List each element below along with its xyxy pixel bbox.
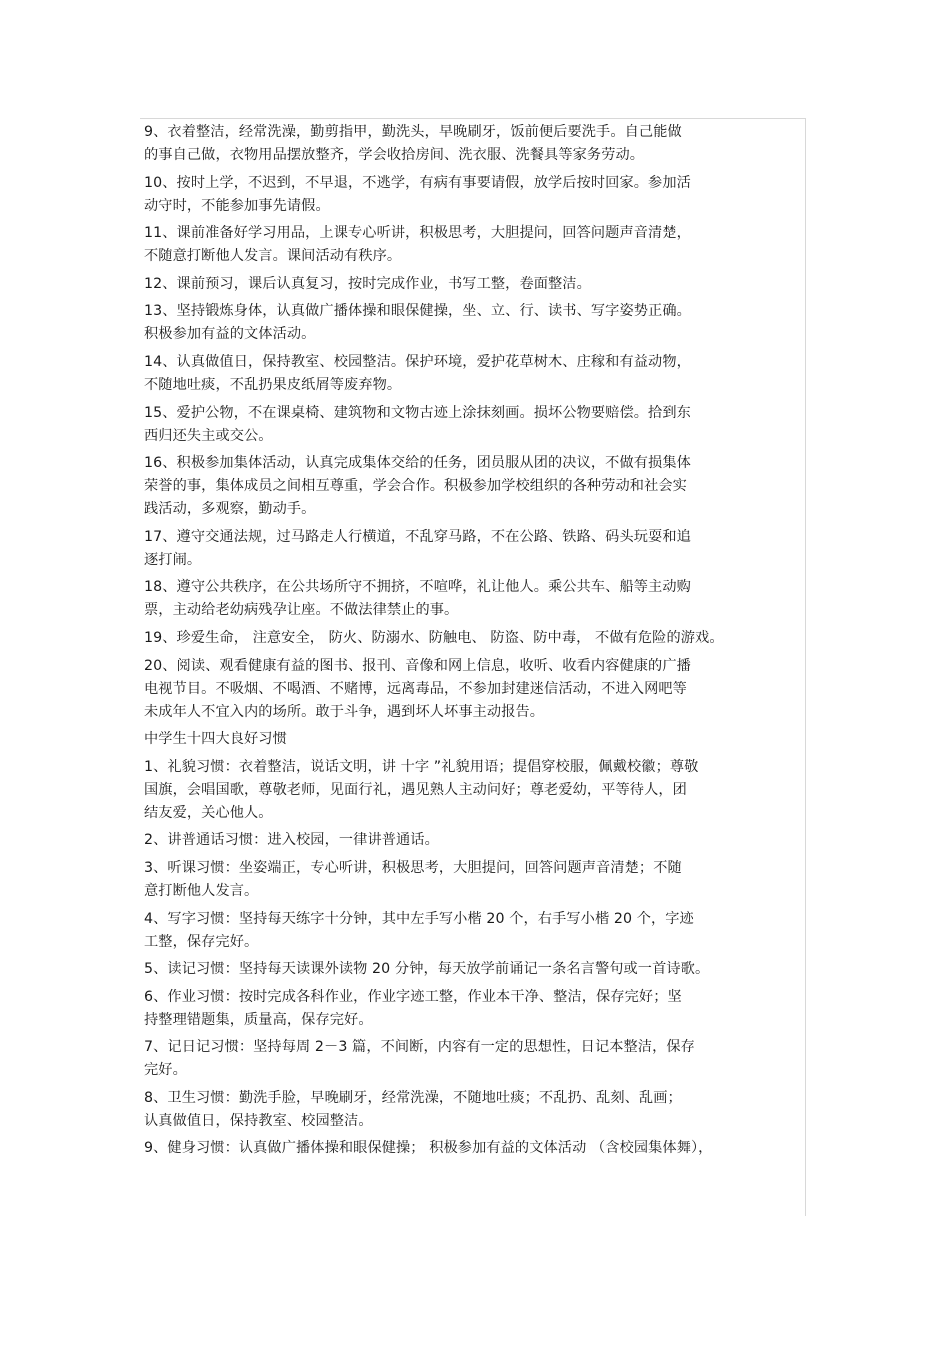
text-line: 9、衣着整洁，经常洗澡，勤剪指甲，勤洗头，早晚刷牙，饭前便后要洗手。自己能做 [144,124,682,140]
text-line: 14、认真做值日，保持教室、校园整洁。保护环境，爱护花草树木、庄稼和有益动物， [144,353,691,370]
document-body [140,119,805,1160]
paragraph [144,986,805,1032]
text-line: 18、遵守公共秩序，在公共场所守不拥挤，不喧哗，礼让他人。乘公共车、船等主动购 [144,579,691,596]
text-line: 15、爱护公物，不在课桌椅、建筑物和文物古迹上涂抹刻画。损坏公物要赔偿。拾到东 [144,404,691,421]
paragraph [144,402,805,448]
paragraph [144,273,805,296]
text-line: 中学生十四大良好习惯 [144,731,287,748]
text-line: 结友爱，关心他人。 [144,804,273,821]
text-line: 4、写字习惯：坚持每天练字十分钟，其中左手写小楷 20 个，右手写小楷 20 个，字迹 [144,910,694,927]
text-line: 17、遵守交通法规，过马路走人行横道，不乱穿马路，不在公路、铁路、码头玩耍和追 [144,528,691,545]
text-line: 6、作业习惯：按时完成各科作业，作业字迹工整，作业本干净、整洁，保存完好；坚 [144,988,682,1005]
paragraph [144,121,805,167]
text-line: 电视节目。不吸烟、不喝酒、不赌博，远离毒品，不参加封建迷信活动，不进入网吧等 [144,680,687,697]
paragraph [144,526,805,572]
text-line: 国旗，会唱国歌，尊敬老师，见面行礼，遇见熟人主动问好；尊老爱幼，平等待人，团 [144,781,687,798]
text-line: 8、卫生习惯：勤洗手脸，早晚刷牙，经常洗澡，不随地吐痰；不乱扔、乱刻、乱画； [144,1089,682,1106]
text-line: 3、听课习惯：坐姿端正，专心听讲，积极思考，大胆提问，回答问题声音清楚；不随 [144,859,682,876]
text-line: 11、课前准备好学习用品，上课专心听讲，积极思考，大胆提问，回答问题声音清楚， [144,225,691,242]
text-line: 的事自己做，衣物用品摆放整齐，学会收拾房间、洗衣服、洗餐具等家务劳动。 [144,147,645,163]
text-line: 持整理错题集，质量高，保存完好。 [144,1011,373,1028]
text-line: 20、阅读、观看健康有益的图书、报刊、音像和网上信息，收听、收看内容健康的广播 [144,657,691,674]
text-line: 动守时，不能参加事先请假。 [144,197,330,214]
text-line: 西归还失主或交公。 [144,427,273,444]
paragraph [144,756,805,825]
text-line: 工整，保存完好。 [144,933,259,950]
text-line: 10、按时上学，不迟到，不早退，不逃学，有病有事要请假，放学后按时回家。参加活 [144,174,691,191]
text-line: 意打断他人发言。 [144,882,259,899]
document-page [140,118,806,1216]
paragraph [144,857,805,903]
text-line: 5、读记习惯：坚持每天读课外读物 20 分钟，每天放学前诵记一条名言警句或一首诗歌。 [144,961,710,978]
text-line: 积极参加有益的文体活动。 [144,326,316,343]
paragraph [144,576,805,622]
text-line: 不随地吐痰，不乱扔果皮纸屑等废弃物。 [144,376,402,393]
text-line: 票，主动给老幼病残孕让座。不做法律禁止的事。 [144,602,459,619]
text-line: 1、礼貌习惯：衣着整洁，说话文明，讲 十字 ”礼貌用语；提倡穿校服，佩戴校徽；尊敬 [144,758,699,775]
paragraph [144,627,805,650]
text-line: 逐打闹。 [144,551,202,568]
text-line: 16、积极参加集体活动，认真完成集体交给的任务，团员服从团的决议，不做有损集体 [144,455,691,472]
text-line: 9、健身习惯：认真做广播体操和眼保健操； 积极参加有益的文体活动 （含校园集体舞）， [144,1140,713,1157]
paragraph [144,452,805,521]
text-line: 12、课前预习，课后认真复习，按时完成作业，书写工整，卷面整洁。 [144,275,591,292]
text-line: 未成年人不宜入内的场所。敢于斗争，遇到坏人坏事主动报告。 [144,703,545,720]
text-line: 7、记日记习惯：坚持每周 2－3 篇，不间断，内容有一定的思想性，日记本整洁，保存 [144,1039,695,1056]
text-line: 19、珍爱生命， 注意安全， 防火、防溺水、防触电、 防盗、防中毒， 不做有危险的游戏。 [144,629,724,646]
paragraph [144,300,805,346]
paragraph [144,1137,805,1160]
text-line: 践活动，多观察，勤动手。 [144,501,316,518]
text-line: 13、坚持锻炼身体，认真做广播体操和眼保健操，坐、立、行、读书、写字姿势正确。 [144,303,691,320]
text-line: 认真做值日，保持教室、校园整洁。 [144,1112,373,1129]
paragraph [144,829,805,852]
text-line: 2、讲普通话习惯：进入校园，一律讲普通话。 [144,832,439,849]
paragraph [144,655,805,724]
paragraph [144,222,805,268]
paragraph [144,1036,805,1082]
text-line: 荣誉的事，集体成员之间相互尊重，学会合作。积极参加学校组织的各种劳动和社会实 [144,478,687,495]
paragraph [144,172,805,218]
paragraph [144,908,805,954]
section-heading [144,728,805,751]
paragraph [144,958,805,981]
text-line: 不随意打断他人发言。课间活动有秩序。 [144,248,402,265]
paragraph [144,351,805,397]
paragraph [144,1087,805,1133]
text-line: 完好。 [144,1062,187,1079]
